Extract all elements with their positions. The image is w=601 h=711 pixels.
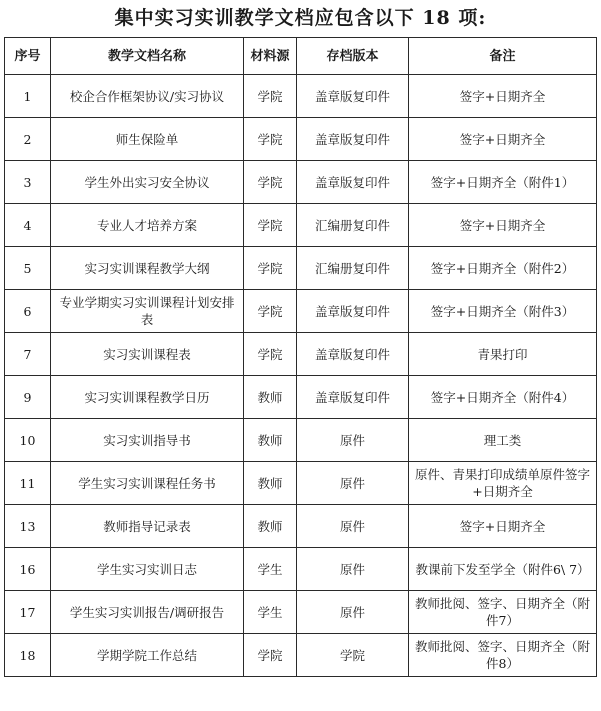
cell-name: 教师指导记录表 xyxy=(51,505,244,548)
header-seq: 序号 xyxy=(5,38,51,75)
cell-note: 签字+日期齐全（附件2） xyxy=(409,247,597,290)
cell-seq: 1 xyxy=(5,75,51,118)
cell-note: 签字+日期齐全（附件1） xyxy=(409,161,597,204)
cell-note: 青果打印 xyxy=(409,333,597,376)
cell-source: 学院 xyxy=(244,161,297,204)
cell-version: 盖章版复印件 xyxy=(297,333,409,376)
cell-note: 签字+日期齐全 xyxy=(409,75,597,118)
cell-note: 教课前下发至学全（附件6\ 7） xyxy=(409,548,597,591)
document-title: 集中实习实训教学文档应包含以下 18 项: xyxy=(114,7,487,29)
cell-version: 盖章版复印件 xyxy=(297,75,409,118)
cell-note: 理工类 xyxy=(409,419,597,462)
cell-seq: 10 xyxy=(5,419,51,462)
cell-seq: 13 xyxy=(5,505,51,548)
cell-source: 学院 xyxy=(244,333,297,376)
table-row xyxy=(5,634,597,677)
cell-source: 学生 xyxy=(244,591,297,634)
cell-seq: 11 xyxy=(5,462,51,505)
table-row xyxy=(5,204,597,247)
table-row xyxy=(5,591,597,634)
document-table xyxy=(4,37,597,677)
table-row xyxy=(5,290,597,333)
cell-name: 学生外出实习安全协议 xyxy=(51,161,244,204)
cell-source: 学院 xyxy=(244,75,297,118)
cell-name: 实习实训指导书 xyxy=(51,419,244,462)
table-row xyxy=(5,462,597,505)
cell-note: 原件、青果打印成绩单原件签字+日期齐全 xyxy=(409,462,597,505)
table-row xyxy=(5,419,597,462)
cell-seq: 17 xyxy=(5,591,51,634)
header-source: 材料源 xyxy=(244,38,297,75)
cell-version: 盖章版复印件 xyxy=(297,290,409,333)
cell-version: 学院 xyxy=(297,634,409,677)
cell-note: 教师批阅、签字、日期齐全（附件8） xyxy=(409,634,597,677)
cell-seq: 7 xyxy=(5,333,51,376)
header-note: 备注 xyxy=(409,38,597,75)
table-row xyxy=(5,548,597,591)
cell-version: 原件 xyxy=(297,462,409,505)
cell-seq: 2 xyxy=(5,118,51,161)
cell-name: 专业人才培养方案 xyxy=(51,204,244,247)
cell-name: 学生实习实训课程任务书 xyxy=(51,462,244,505)
table-row xyxy=(5,247,597,290)
cell-seq: 6 xyxy=(5,290,51,333)
cell-name: 师生保险单 xyxy=(51,118,244,161)
table-row xyxy=(5,118,597,161)
cell-version: 汇编册复印件 xyxy=(297,204,409,247)
cell-seq: 4 xyxy=(5,204,51,247)
cell-version: 盖章版复印件 xyxy=(297,161,409,204)
cell-note: 签字+日期齐全 xyxy=(409,505,597,548)
cell-name: 实习实训课程教学日历 xyxy=(51,376,244,419)
header-name: 教学文档名称 xyxy=(51,38,244,75)
cell-seq: 5 xyxy=(5,247,51,290)
cell-note: 签字+日期齐全 xyxy=(409,204,597,247)
cell-source: 教师 xyxy=(244,505,297,548)
cell-note: 签字+日期齐全（附件4） xyxy=(409,376,597,419)
table-header-row xyxy=(5,38,597,75)
cell-note: 签字+日期齐全（附件3） xyxy=(409,290,597,333)
cell-name: 专业学期实习实训课程计划安排表 xyxy=(51,290,244,333)
cell-source: 学生 xyxy=(244,548,297,591)
cell-name: 学生实习实训报告/调研报告 xyxy=(51,591,244,634)
table-row xyxy=(5,161,597,204)
cell-version: 原件 xyxy=(297,505,409,548)
cell-source: 学院 xyxy=(244,204,297,247)
header-version: 存档版本 xyxy=(297,38,409,75)
cell-version: 原件 xyxy=(297,591,409,634)
cell-source: 学院 xyxy=(244,247,297,290)
cell-seq: 3 xyxy=(5,161,51,204)
cell-source: 学院 xyxy=(244,290,297,333)
cell-seq: 18 xyxy=(5,634,51,677)
cell-name: 实习实训课程表 xyxy=(51,333,244,376)
cell-version: 盖章版复印件 xyxy=(297,376,409,419)
cell-source: 教师 xyxy=(244,462,297,505)
cell-seq: 9 xyxy=(5,376,51,419)
cell-version: 原件 xyxy=(297,419,409,462)
cell-source: 学院 xyxy=(244,118,297,161)
cell-name: 学生实习实训日志 xyxy=(51,548,244,591)
table-row xyxy=(5,333,597,376)
cell-name: 学期学院工作总结 xyxy=(51,634,244,677)
cell-source: 学院 xyxy=(244,634,297,677)
cell-version: 盖章版复印件 xyxy=(297,118,409,161)
cell-version: 原件 xyxy=(297,548,409,591)
cell-seq: 16 xyxy=(5,548,51,591)
cell-note: 签字+日期齐全 xyxy=(409,118,597,161)
table-row xyxy=(5,75,597,118)
table-row xyxy=(5,505,597,548)
table-row xyxy=(5,376,597,419)
cell-name: 校企合作框架协议/实习协议 xyxy=(51,75,244,118)
cell-source: 教师 xyxy=(244,376,297,419)
cell-version: 汇编册复印件 xyxy=(297,247,409,290)
cell-source: 教师 xyxy=(244,419,297,462)
cell-note: 教师批阅、签字、日期齐全（附件7） xyxy=(409,591,597,634)
cell-name: 实习实训课程教学大纲 xyxy=(51,247,244,290)
